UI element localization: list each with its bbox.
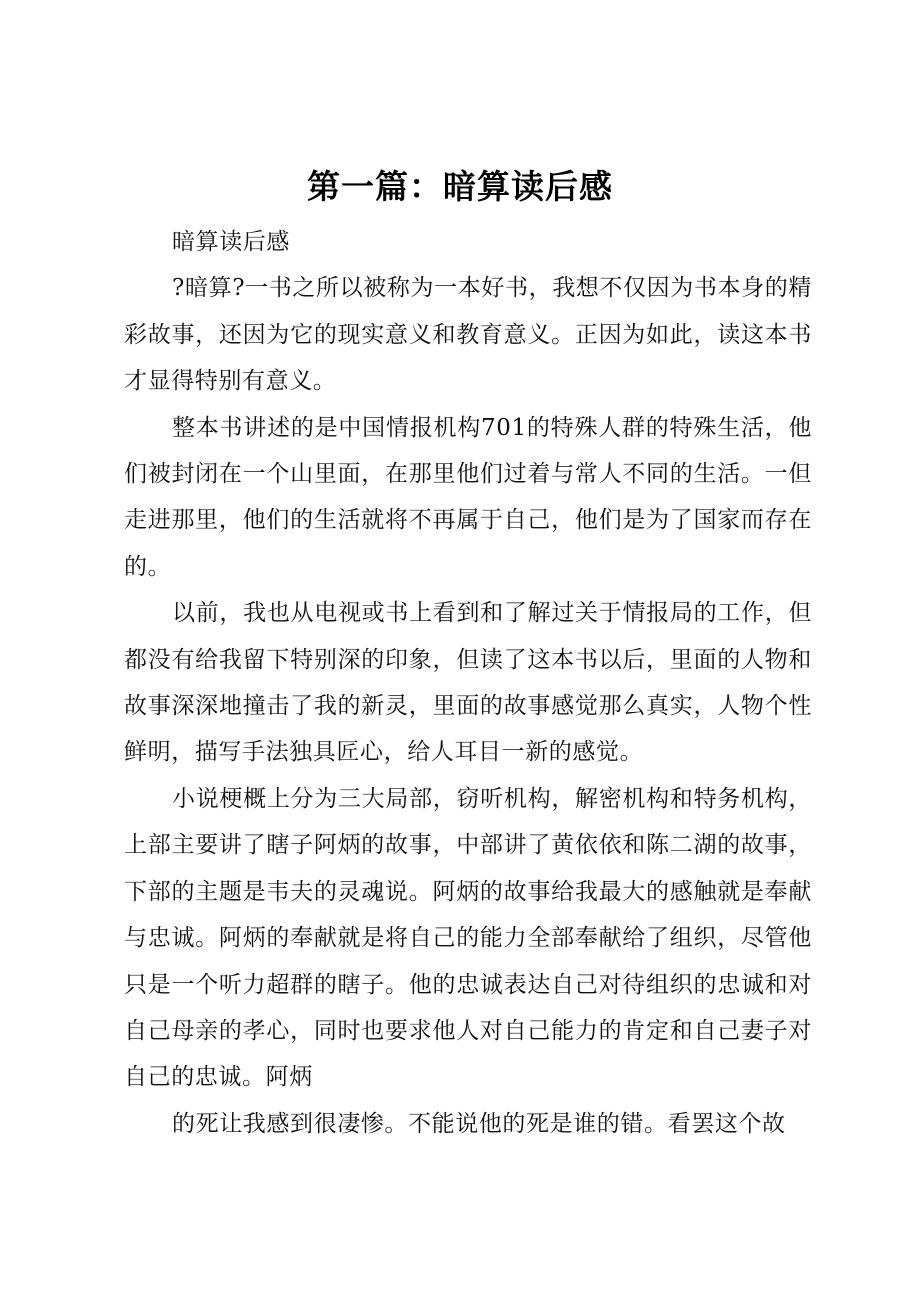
paragraph-subtitle: 暗算读后感 <box>172 229 290 255</box>
paragraph: 整本书讲述的是中国情报机构701的特殊人群的特殊生活，他们被封闭在一个山里面，在那里他们过着与常人不同的生活。一但走进那里，他们的生活就将不再属于自己，他们是为了国家而存在的。 <box>124 414 812 580</box>
paragraph: 小说梗概上分为三大局部，窃听机构，解密机构和特务机构，上部主要讲了瞎子阿炳的故事，中部讲了黄依依和陈二湖的故事，下部的主题是韦夫的灵魂说。阿炳的故事给我最大的感触就是奉献与忠诚。阿炳的奉献就是将自己的能力全部奉献给了组织，尽管他只是一个听力超群的瞎子。他的忠诚表达自己对待组织的忠诚和对自己母亲的孝心，同时也要求他人对自己能力的肯定和自己妻子对自己的忠诚。阿炳 <box>124 785 812 1091</box>
paragraph: ?暗算?一书之所以被称为一本好书，我想不仅因为书本身的精彩故事，还因为它的现实意义和教育意义。正因为如此，读这本书才显得特别有意义。 <box>124 275 812 395</box>
document-body <box>124 219 812 1147</box>
paragraph: 以前，我也从电视或书上看到和了解过关于情报局的工作，但都没有给我留下特别深的印象，但读了这本书以后，里面的人物和故事深深地撞击了我的新灵，里面的故事感觉那么真实，人物个性鲜明，描写手法独具匠心，给人耳目一新的感觉。 <box>124 600 812 766</box>
document-title: 第一篇：暗算读后感 <box>307 167 613 206</box>
paragraph: 的死让我感到很凄惨。不能说他的死是谁的错。看罢这个故 <box>172 1110 786 1137</box>
